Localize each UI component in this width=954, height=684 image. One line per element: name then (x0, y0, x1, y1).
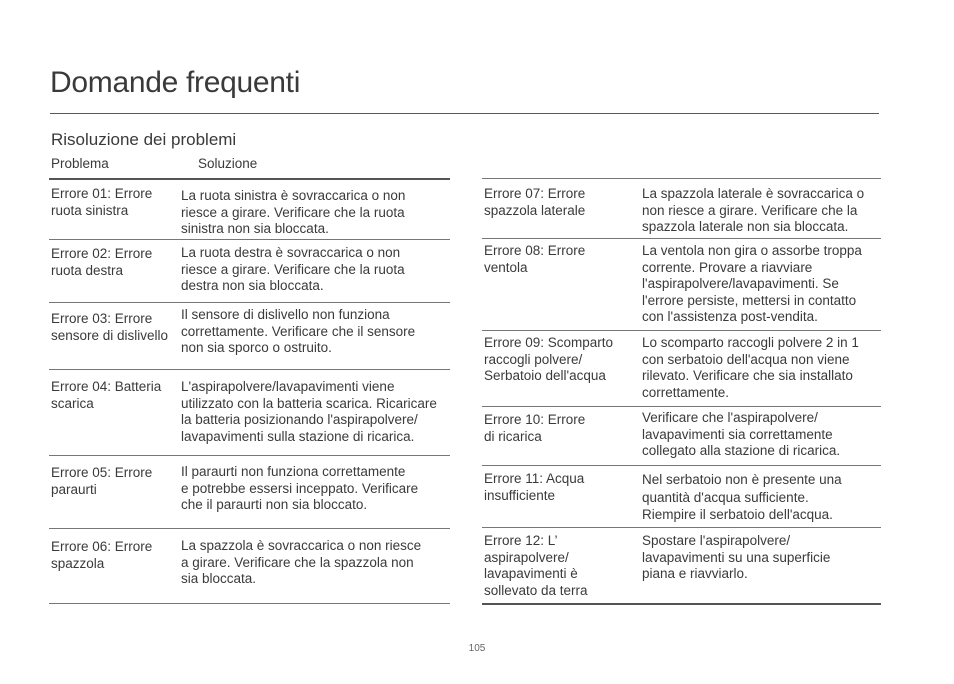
table-row (49, 303, 450, 370)
problem-cell: Errore 06: Errore spazzola (51, 539, 153, 571)
table-row (49, 529, 450, 604)
problem-cell: Errore 08: Errore ventola (484, 243, 586, 275)
problem-cell: Errore 11: Acqua insufficiente (484, 471, 585, 503)
table-row (482, 239, 881, 331)
problem-cell: Errore 01: Errore ruota sinistra (51, 186, 153, 218)
column-header-problem: Problema (51, 156, 109, 171)
problem-cell: Errore 03: Errore sensore di dislivello (51, 311, 169, 343)
troubleshooting-table-left (49, 178, 450, 604)
table-row (49, 180, 450, 240)
problem-cell: Errore 05: Errore paraurti (51, 465, 153, 497)
problem-cell: Errore 12: L’ aspirapolvere/ lavapavimenti è sollevato da terra (484, 533, 588, 598)
section-title: Risoluzione dei problemi (51, 130, 237, 149)
page-title: Domande frequenti (50, 66, 301, 99)
problem-cell: Errore 07: Errore spazzola laterale (484, 186, 586, 218)
column-header-solution: Soluzione (198, 156, 258, 171)
table-row (49, 456, 450, 529)
solution-cell: Verificare che l'aspirapolvere/ lavapavimenti sia correttamente collegato alla stazione di ricarica. (642, 410, 841, 458)
page-number: 105 (468, 643, 486, 654)
table-row (482, 179, 881, 239)
solution-cell: Il paraurti non funziona correttamente e potrebbe essersi inceppato. Verificare che il paraurti non sia bloccato. (181, 464, 419, 512)
solution-cell: Nel serbatoio non è presente una quantità d'acqua sufficiente. Riempire il serbatoio dell'acqua. (642, 472, 842, 522)
problem-cell: Errore 04: Batteria scarica (51, 379, 162, 411)
solution-cell: Lo scomparto raccogli polvere 2 in 1 con serbatoio dell'acqua non viene rilevato. Verificare che sia installato correttamente. (642, 335, 859, 400)
title-divider (50, 113, 879, 114)
problem-cell: Errore 10: Errore di ricarica (484, 412, 586, 444)
table-row (49, 240, 450, 303)
problem-cell: Errore 09: Scomparto raccogli polvere/ Serbatoio dell'acqua (484, 335, 614, 383)
problem-cell: Errore 02: Errore ruota destra (51, 246, 153, 278)
table-row (49, 370, 450, 456)
solution-cell: La ruota sinistra è sovraccarica o non riesce a girare. Verificare che la ruota sinistra non sia bloccata. (181, 188, 406, 236)
table-row (482, 407, 881, 466)
solution-cell: La ruota destra è sovraccarica o non riesce a girare. Verificare che la ruota destra non sia bloccata. (181, 245, 405, 293)
solution-cell: Il sensore di dislivello non funziona correttamente. Verificare che il sensore non sia sporco o ostruito. (181, 307, 416, 355)
table-row (482, 331, 881, 407)
table-row (482, 528, 881, 605)
troubleshooting-table-right (482, 178, 881, 605)
solution-cell: La spazzola è sovraccarica o non riesce a girare. Verificare che la spazzola non sia bloccata. (181, 538, 422, 586)
solution-cell: La ventola non gira o assorbe troppa corrente. Provare a riavviare l'aspirapolvere/lavapavimenti. Se l'errore persiste, mettersi in contatto con l'assistenza post-vendita. (642, 243, 862, 324)
solution-cell: L'aspirapolvere/lavapavimenti viene utilizzato con la batteria scarica. Ricaricare la batteria posizionando l'aspirapolvere/ lavapavimenti sulla stazione di ricarica. (181, 379, 437, 444)
solution-cell: Spostare l'aspirapolvere/ lavapavimenti su una superficie piana e riavviarlo. (642, 533, 831, 581)
solution-cell: La spazzola laterale è sovraccarica o non riesce a girare. Verificare che la spazzola laterale non sia bloccata. (642, 186, 865, 234)
table-row (482, 466, 881, 528)
